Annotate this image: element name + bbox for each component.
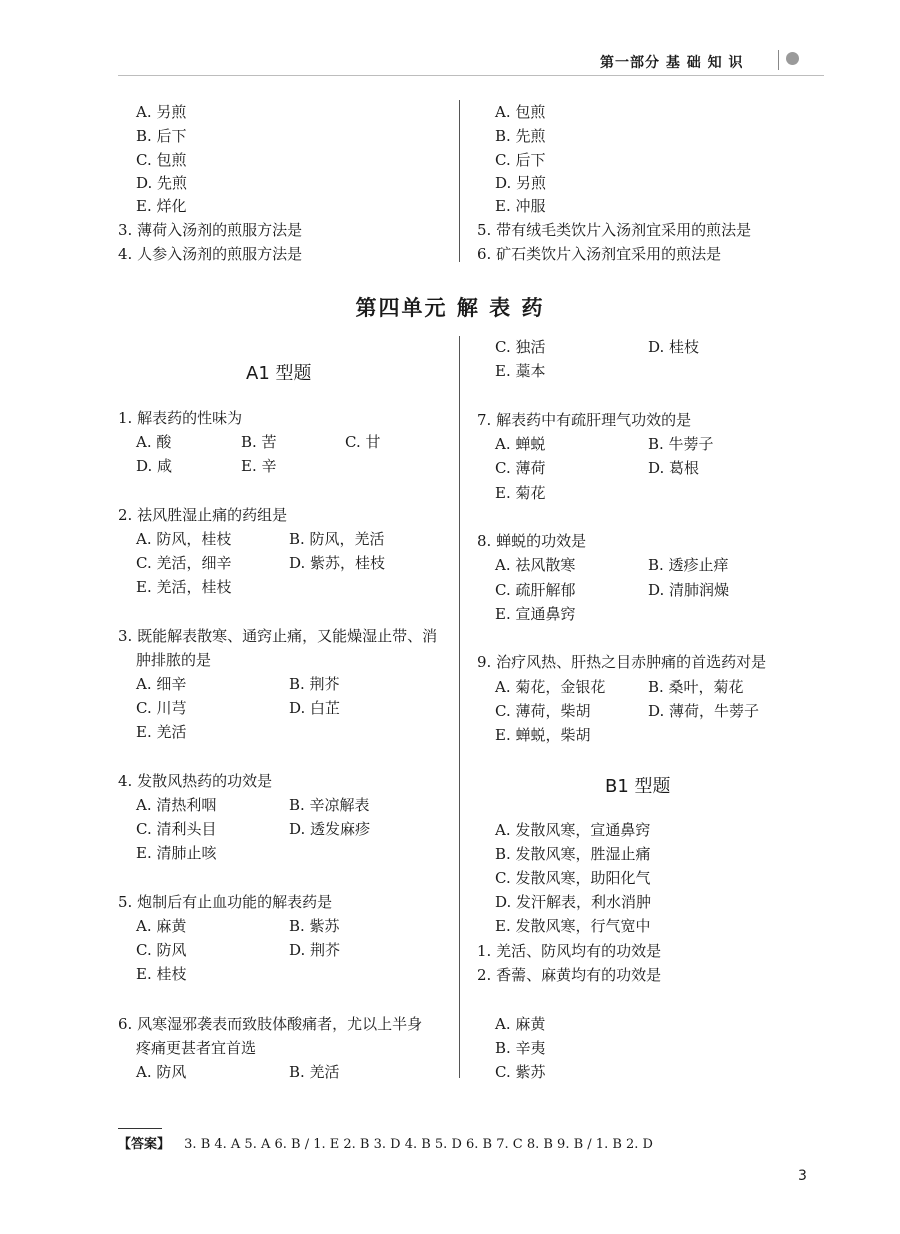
question-stem: 1. 解表药的性味为 [118,409,243,427]
option: C. 疏肝解郁 [495,581,576,599]
answer-rule [118,1128,162,1129]
option: B. 牛蒡子 [648,435,714,453]
unit-title: 第四单元 解 表 药 [355,296,545,320]
answer-key [118,1133,653,1152]
header-separator [778,50,779,70]
option: C. 薄荷 [495,459,546,477]
option: E. 桂枝 [136,965,187,983]
option: C. 后下 [495,151,546,169]
section-title-a1: A1 型题 [246,363,312,384]
question: 6. 矿石类饮片入汤剂宜采用的煎法是 [477,245,722,263]
option: E. 烊化 [136,197,187,215]
answer-label: 【答案】 [118,1137,171,1152]
option: A. 发散风寒，宣通鼻窍 [495,821,651,839]
option: E. 羌活，桂枝 [136,578,232,596]
option: C. 羌活，细辛 [136,554,232,572]
option: D. 白芷 [289,699,341,717]
question-stem: 6. 风寒湿邪袭表而致肢体酸痛者，尤以上半身 [118,1015,423,1033]
option: B. 后下 [136,127,187,145]
option: E. 辛 [241,457,277,475]
option: A. 细辛 [136,675,187,693]
page-number: 3 [798,1168,807,1184]
question-stem: 9. 治疗风热、肝热之目赤肿痛的首选药对是 [477,653,767,671]
question-stem: 7. 解表药中有疏肝理气功效的是 [477,411,692,429]
option: D. 咸 [136,457,173,475]
option: A. 酸 [136,433,172,451]
option: E. 藁本 [495,362,546,380]
option: E. 清肺止咳 [136,844,217,862]
option: D. 发汗解表，利水消肿 [495,893,652,911]
option: A. 菊花，金银花 [495,678,606,696]
option: B. 桑叶，菊花 [648,678,744,696]
option: C. 独活 [495,338,546,356]
header-rule [118,75,824,76]
option: B. 辛凉解表 [289,796,370,814]
option: D. 另煎 [495,174,547,192]
option: A. 防风，桂枝 [136,530,232,548]
option: A. 祛风散寒 [495,556,576,574]
option: C. 薄荷，柴胡 [495,702,591,720]
question: 5. 带有绒毛类饮片入汤剂宜采用的煎法是 [477,221,752,239]
option: E. 宣通鼻窍 [495,605,576,623]
option: C. 甘 [345,433,381,451]
option: A. 防风 [136,1063,187,1081]
option: D. 透发麻疹 [289,820,371,838]
option: B. 发散风寒，胜湿止痛 [495,845,651,863]
option: D. 桂枝 [648,338,700,356]
option: D. 清肺润燥 [648,581,730,599]
option: C. 发散风寒，助阳化气 [495,869,651,887]
option: D. 紫苏，桂枝 [289,554,386,572]
option: B. 苦 [241,433,277,451]
option: C. 包煎 [136,151,187,169]
option: A. 另煎 [136,103,187,121]
book-icon [786,52,799,65]
question: 4. 人参入汤剂的煎服方法是 [118,245,303,263]
question-stem: 4. 发散风热药的功效是 [118,772,273,790]
option: C. 清利头目 [136,820,217,838]
question: 3. 薄荷入汤剂的煎服方法是 [118,221,303,239]
option: B. 紫苏 [289,917,340,935]
option: D. 葛根 [648,459,700,477]
option: A. 蝉蜕 [495,435,546,453]
option: A. 麻黄 [495,1015,546,1033]
running-header: 第一部分 基 础 知 识 [600,55,744,71]
question-stem: 5. 炮制后有止血功能的解表药是 [118,893,333,911]
question-stem: 肿排脓的是 [136,651,212,669]
option: E. 冲服 [495,197,546,215]
option: C. 紫苏 [495,1063,546,1081]
option: C. 川芎 [136,699,187,717]
option: A. 包煎 [495,103,546,121]
question-stem: 8. 蝉蜕的功效是 [477,532,587,550]
option: B. 防风，羌活 [289,530,385,548]
option: B. 羌活 [289,1063,340,1081]
option: B. 先煎 [495,127,546,145]
option: D. 荆芥 [289,941,341,959]
option: D. 先煎 [136,174,188,192]
option: E. 发散风寒，行气宽中 [495,917,651,935]
question: 1. 羌活、防风均有的功效是 [477,942,662,960]
option: B. 辛夷 [495,1039,546,1057]
option: D. 薄荷，牛蒡子 [648,702,760,720]
section-title-b1: B1 型题 [605,776,671,797]
option: B. 荆芥 [289,675,340,693]
question: 2. 香薷、麻黄均有的功效是 [477,966,662,984]
question-stem: 疼痛更甚者宜首选 [136,1039,257,1057]
option: C. 防风 [136,941,187,959]
option: E. 羌活 [136,723,187,741]
option: E. 蝉蜕，柴胡 [495,726,591,744]
question-stem: 2. 祛风胜湿止痛的药组是 [118,506,288,524]
question-stem: 3. 既能解表散寒、通窍止痛，又能燥湿止带、消 [118,627,438,645]
column-divider-main [459,336,460,1078]
option: B. 透疹止痒 [648,556,729,574]
answer-text: 3. B 4. A 5. A 6. B / 1. E 2. B 3. D 4. B 5. D 6. B 7. C 8. B 9. B / 1. B 2. D [184,1137,653,1152]
option: A. 清热利咽 [136,796,217,814]
option: E. 菊花 [495,484,546,502]
column-divider-top [459,100,460,262]
option: A. 麻黄 [136,917,187,935]
